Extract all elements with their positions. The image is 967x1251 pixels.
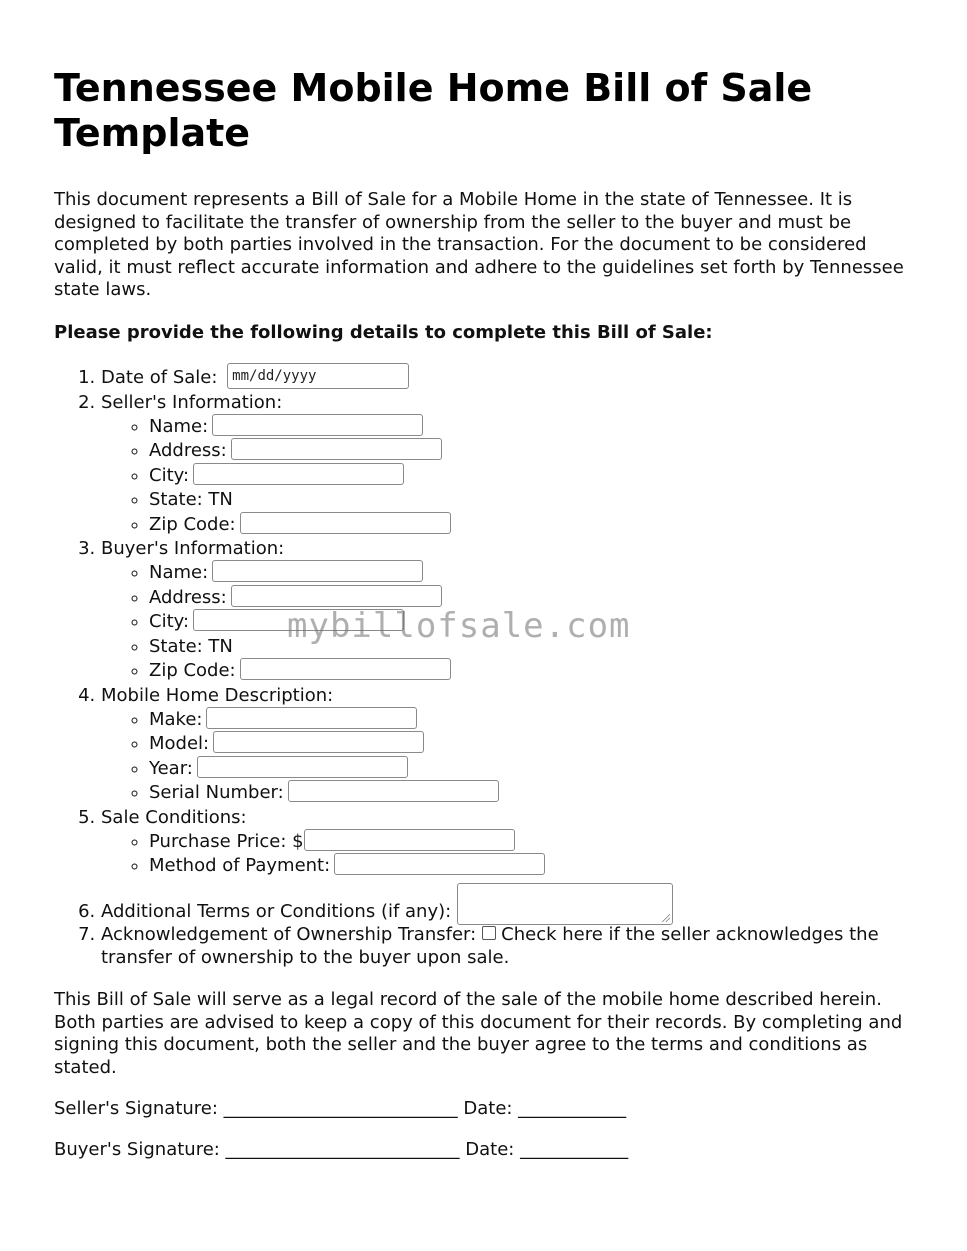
buyer-zip-item (149, 659, 914, 684)
serial-item (149, 781, 914, 806)
purchase-price-label: Purchase Price: $ (149, 830, 304, 852)
buyer-name-item (149, 561, 914, 586)
list-item-seller (101, 391, 914, 538)
payment-method-input[interactable] (334, 853, 545, 875)
year-label: Year: (149, 757, 193, 779)
date-of-sale-input[interactable]: mm/dd/yyyy (227, 363, 409, 389)
resize-grip-icon[interactable] (662, 914, 670, 922)
intro-paragraph: This document represents a Bill of Sale for a Mobile Home in the state of Tennessee. It is designed to facilitate the transfer of ownership from the seller to the buyer and must be completed by both parties involved in the transaction. For the document to be considered valid, it must reflect accurate information and adhere to the guidelines set forth by Tennessee state laws. (54, 189, 904, 301)
year-item (149, 757, 914, 782)
details-list (54, 364, 914, 969)
seller-name-label: Name: (149, 415, 209, 437)
description-fields (101, 708, 914, 806)
seller-zip-item (149, 513, 914, 538)
serial-number-label: Serial Number: (149, 782, 284, 804)
buyer-section-label: 3. Buyer's Information: (101, 538, 285, 560)
payment-method-item (149, 854, 914, 879)
buyer-address-label: Address: (149, 586, 227, 608)
seller-zip-label: Zip Code: (149, 513, 236, 535)
list-item-additional (101, 881, 914, 923)
seller-address-label: Address: (149, 440, 227, 462)
buyer-name-input[interactable] (212, 560, 423, 582)
seller-city-item (149, 464, 914, 489)
seller-fields (101, 415, 914, 538)
seller-state-item (149, 488, 914, 513)
year-input[interactable] (197, 756, 408, 778)
buyer-signature-line: Buyer's Signature: __________________________ Date: ____________ (54, 1139, 629, 1161)
seller-name-input[interactable] (212, 414, 423, 436)
seller-address-item (149, 439, 914, 464)
additional-terms-textarea[interactable] (457, 883, 673, 925)
acknowledgement-checkbox[interactable] (482, 926, 496, 940)
make-input[interactable] (206, 707, 417, 729)
closing-paragraph: This Bill of Sale will serve as a legal record of the sale of the mobile home described herein. Both parties are advised to keep a copy of this document for their records. By completing and signing this document, both the seller and the buyer agree to the terms and conditions as stated. (54, 988, 903, 1078)
acknowledgement-label: Acknowledgement of Ownership Transfer: (101, 923, 477, 945)
seller-signature-line: Seller's Signature: __________________________ Date: ____________ (54, 1098, 627, 1120)
acknowledgement-checkbox-text: Check here if the seller acknowledges the transfer of ownership to the buyer upon sale. (101, 923, 879, 968)
buyer-zip-input[interactable] (240, 658, 451, 680)
serial-number-input[interactable] (288, 780, 499, 802)
seller-city-label: City: (149, 464, 190, 486)
date-of-sale-label: Date of Sale: (101, 366, 218, 388)
buyer-city-label: City: (149, 611, 190, 633)
list-item-acknowledgement (101, 923, 914, 969)
buyer-name-label: Name: (149, 562, 209, 584)
seller-address-input[interactable] (231, 438, 442, 460)
seller-city-input[interactable] (193, 463, 404, 485)
make-item (149, 708, 914, 733)
seller-section-label: 2. Seller's Information: (101, 391, 283, 413)
payment-method-label: Method of Payment: (149, 855, 331, 877)
watermark: mybillofsale.com (287, 606, 631, 646)
price-item (149, 830, 914, 855)
additional-terms-label: Additional Terms or Conditions (if any): (101, 900, 452, 922)
conditions-section-label: 5. Sale Conditions: (101, 806, 247, 828)
instructions-heading: Please provide the following details to complete this Bill of Sale: (54, 321, 713, 343)
description-section-label: 4. Mobile Home Description: (101, 684, 334, 706)
seller-state-label: State: TN (149, 489, 233, 511)
buyer-zip-label: Zip Code: (149, 660, 236, 682)
buyer-state-label: State: TN (149, 635, 233, 657)
model-item (149, 732, 914, 757)
page-title: Tennessee Mobile Home Bill of Sale Template (54, 66, 813, 155)
model-label: Model: (149, 733, 210, 755)
list-item-description (101, 684, 914, 806)
buyer-address-input[interactable] (231, 585, 442, 607)
make-label: Make: (149, 708, 203, 730)
seller-name-item (149, 415, 914, 440)
seller-zip-input[interactable] (240, 512, 451, 534)
model-input[interactable] (213, 731, 424, 753)
list-item-date-of-sale (101, 364, 914, 391)
purchase-price-input[interactable] (304, 829, 515, 851)
list-item-conditions (101, 806, 914, 879)
conditions-fields (101, 830, 914, 879)
